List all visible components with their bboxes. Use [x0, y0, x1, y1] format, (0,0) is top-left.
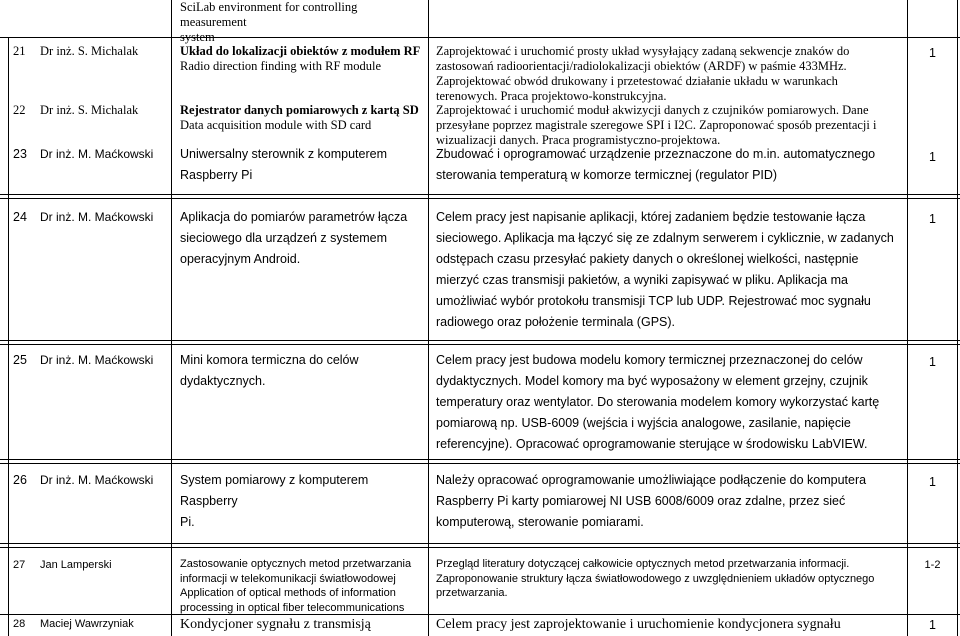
project-title: Układ do lokalizacji obiektów z modułem RF	[180, 44, 421, 58]
project-title: System pomiarowy z komputerem Raspberry Pi.	[180, 473, 369, 529]
project-description: Przegląd literatury dotyczącej całkowicie optycznych metod przetwarzania informacji. Zaproponowanie struktury łącza światłowodowego z uwzględnieniem układów optycznego przetwarzania.	[436, 558, 875, 599]
row-number: 28	[13, 618, 26, 630]
student-count: 1	[929, 212, 936, 226]
row-divider	[0, 340, 960, 341]
row-divider	[0, 344, 960, 345]
row-number: 27	[13, 559, 26, 571]
project-title: Aplikacja do pomiarów parametrów łącza sieciowego dla urządzeń z systemem operacyjnym Android.	[180, 210, 408, 266]
supervisor: Jan Lamperski	[40, 559, 112, 571]
row-number: 25	[13, 353, 27, 367]
student-count: 1	[929, 618, 936, 632]
supervisor: Dr inż. M. Maćkowski	[40, 473, 154, 487]
project-title: Uniwersalny sterownik z komputerem Raspberry Pi	[180, 147, 388, 182]
column-divider	[8, 37, 9, 636]
row-number: 21	[13, 44, 26, 58]
supervisor: Dr inż. M. Maćkowski	[40, 210, 154, 224]
project-description: Celem pracy jest budowa modelu komory termicznej przeznaczonej do celów dydaktycznych. Model komory ma być wyposażony w element grzejny, czujnik temperatury oraz wentylator. Do sterowania modelem komory wykorzystać kartę pomiarową np. USB-6009 (wejścia i wyjścia analogowe, zasilanie, napięcie referencyjne). Opracować oprogramowanie sterujące w środowisku LabVIEW.	[436, 353, 880, 451]
row-divider	[0, 194, 960, 195]
row-divider	[0, 37, 960, 38]
student-count: 1	[929, 475, 936, 489]
project-description: Zaprojektować i uruchomić moduł akwizycji danych z czujników pomiarowych. Dane przesyłane poprzez magistrale szeregowe SPI i I2C. Zaproponować sposób prezentacji i wizualizacji danych. Praca programistyczno-projektowa.	[436, 103, 877, 147]
row-number: 22	[13, 103, 26, 117]
row-number: 23	[13, 147, 27, 161]
supervisor: Maciej Wawrzyniak	[40, 618, 134, 630]
student-count: 1	[929, 46, 936, 60]
row-divider	[0, 459, 960, 460]
row-divider	[0, 198, 960, 199]
row-divider	[0, 614, 960, 615]
supervisor: Dr inż. M. Maćkowski	[40, 147, 154, 161]
student-count: 1	[929, 355, 936, 369]
column-divider	[428, 0, 429, 636]
project-title: Rejestrator danych pomiarowych z kartą SD	[180, 103, 419, 117]
row-divider	[0, 547, 960, 548]
supervisor: Dr inż. M. Maćkowski	[40, 353, 154, 367]
student-count: 1	[929, 150, 936, 164]
row-number: 26	[13, 473, 27, 487]
column-divider	[907, 0, 908, 636]
project-title-en: Radio direction finding with RF module	[180, 59, 382, 73]
student-count: 1-2	[924, 559, 941, 571]
column-divider	[171, 0, 172, 636]
row-number: 24	[13, 210, 27, 224]
title-cell: SciLab environment for controlling measurement system	[180, 0, 358, 44]
project-description: Należy opracować oprogramowanie umożliwiające podłączenie do komputera Raspberry Pi karty pomiarowej NI USB 6008/6009 oraz zdalne, przez sieć komputerową, sterowanie pomiarami.	[436, 473, 867, 529]
supervisor: Dr inż. S. Michalak	[40, 44, 139, 58]
column-divider	[957, 0, 958, 636]
project-description: Zaprojektować i uruchomić prosty układ wysyłający zadaną sekwencje znaków do zastosowań radioorientacji/radiolokalizacji obiektów (ARDF) w paśmie 433MHz. Zaprojektować obwód drukowany i przetestować działanie układu w warunkach terenowych. Praca projektowo-konstrukcyjna.	[436, 44, 850, 103]
project-description: Zbudować i oprogramować urządzenie przeznaczone do m.in. automatycznego sterowania temperaturą w komorze termicznej (regulator PID)	[436, 147, 876, 182]
project-description: Celem pracy jest zaprojektowanie i uruchomienie kondycjonera sygnału	[436, 617, 841, 632]
row-divider	[0, 543, 960, 544]
row-divider	[0, 463, 960, 464]
supervisor: Dr inż. S. Michalak	[40, 103, 139, 117]
project-description: Celem pracy jest napisanie aplikacji, której zadaniem będzie testowanie łącza sieciowego. Aplikacja ma łączyć się ze zdalnym serwerem i cyklicznie, w zadanych odstępach czasu przesyłać pakiety danych o określonej wielkości, następnie mierzyć czas transmisji pakietów, a wyniki zapisywać w pliku. Aplikacja ma umożliwiać wybór protokołu transmisji TCP lub UDP. Rejestrować moc sygnału radiowego oraz położenie terminala (GPS).	[436, 210, 894, 329]
project-title-en: Data acquisition module with SD card	[180, 118, 372, 132]
project-title: Mini komora termiczna do celów dydaktycznych.	[180, 353, 359, 388]
project-title: Kondycjoner sygnału z transmisją	[180, 617, 371, 632]
project-title: Zastosowanie optycznych metod przetwarzania informacji w telekomunikacji światłowodowej Application of optical methods of information processing in optical fiber telecommunications	[180, 558, 412, 614]
